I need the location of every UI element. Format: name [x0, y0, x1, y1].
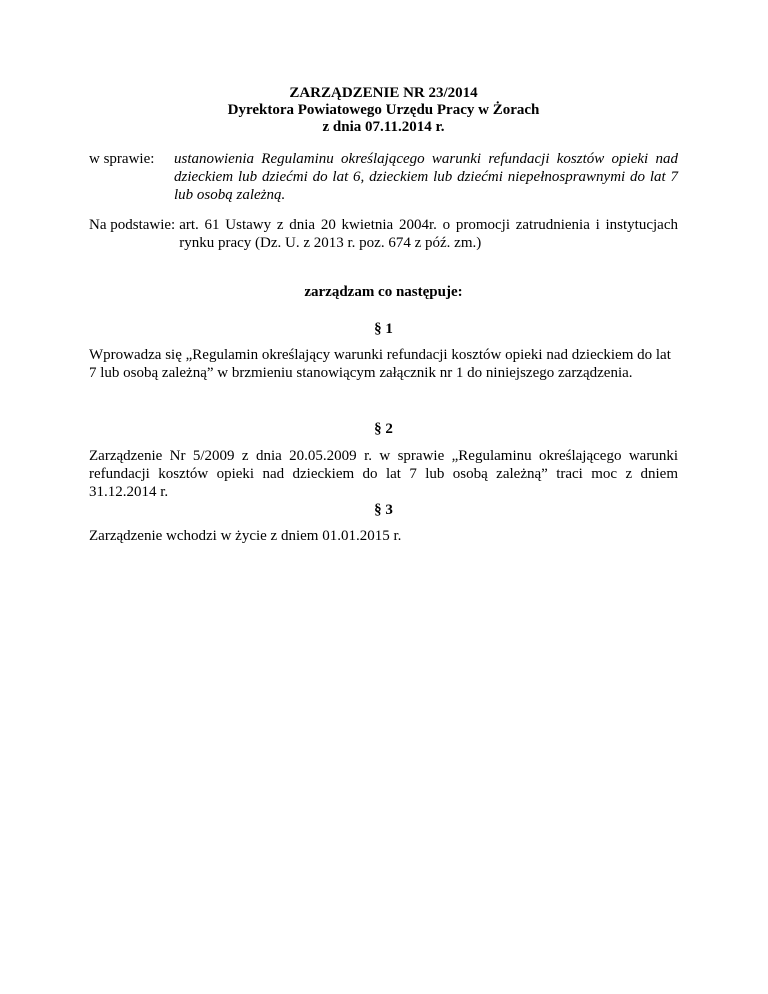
basis-row: [89, 216, 678, 252]
section-heading-2: § 2: [374, 421, 393, 437]
subject-text: ustanowienia Regulaminu określającego warunki refundacji kosztów opieki nad dzieckiem lub dziećmi do lat 6, dzieckiem lub dziećmi niepełnosprawnymi do lat 7 lub osobą zależną.: [174, 151, 678, 203]
document-title: ZARZĄDZENIE NR 23/2014: [289, 85, 478, 101]
document-date: z dnia 07.11.2014 r.: [322, 119, 445, 135]
section-text-3: Zarządzenie wchodzi w życie z dniem 01.01.2015 r.: [89, 528, 402, 544]
subject-label: w sprawie:: [89, 151, 155, 167]
basis-text: art. 61 Ustawy z dnia 20 kwietnia 2004r. o promocji zatrudnienia i instytucjach rynku pracy (Dz. U. z 2013 r. poz. 674 z póź. zm.): [179, 217, 678, 251]
decree-intro: zarządzam co następuje:: [304, 284, 463, 300]
document-issuer: Dyrektora Powiatowego Urzędu Pracy w Żorach: [227, 102, 540, 118]
section-heading-1: § 1: [374, 321, 393, 337]
section-text-1: Wprowadza się „Regulamin określający warunki refundacji kosztów opieki nad dzieckiem do lat 7 lub osobą zależną” w brzmieniu stanowiącym załącznik nr 1 do niniejszego zarządzenia.: [89, 347, 671, 381]
basis-label: Na podstawie:: [89, 217, 176, 233]
section-heading-3: § 3: [374, 502, 393, 518]
document-header: [89, 85, 678, 136]
section-text-2: Zarządzenie Nr 5/2009 z dnia 20.05.2009 r. w sprawie „Regulaminu określającego warunki refundacji kosztów opieki nad dzieckiem do lat 7 lub osobą zależną” traci moc z dniem 31.12.2014 r.: [89, 448, 678, 500]
subject-row: [89, 150, 678, 204]
